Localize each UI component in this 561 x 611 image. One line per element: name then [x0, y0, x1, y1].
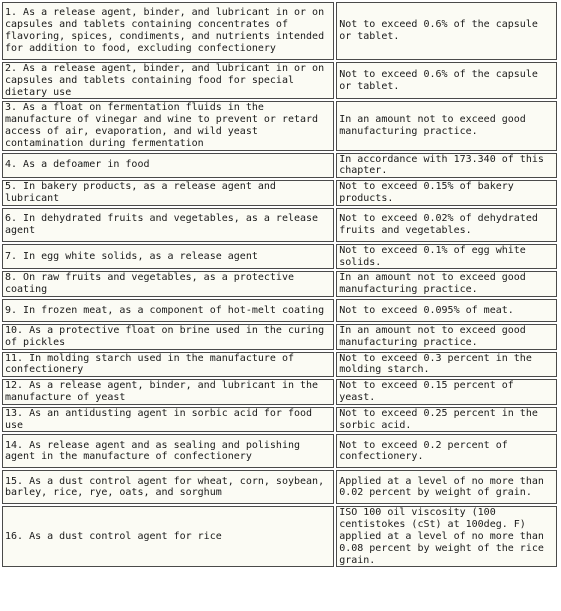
table-row — [2, 407, 557, 433]
use-cell: 16. As a dust control agent for rice — [2, 506, 334, 567]
limit-cell: In an amount not to exceed good manufacturing practice. — [336, 271, 557, 297]
limit-cell: In an amount not to exceed good manufacturing practice. — [336, 101, 557, 150]
limit-cell: In accordance with 173.340 of this chapter. — [336, 153, 557, 179]
limit-cell: Not to exceed 0.2 percent of confectionery. — [336, 434, 557, 468]
use-cell: 5. In bakery products, as a release agent and lubricant — [2, 180, 334, 206]
use-cell: 9. In frozen meat, as a component of hot-melt coating — [2, 299, 334, 322]
limit-cell: In an amount not to exceed good manufacturing practice. — [336, 324, 557, 350]
use-cell: 14. As release agent and as sealing and polishing agent in the manufacture of confectionery — [2, 434, 334, 468]
use-cell: 12. As a release agent, binder, and lubricant in the manufacture of yeast — [2, 379, 334, 405]
use-cell: 10. As a protective float on brine used in the curing of pickles — [2, 324, 334, 350]
table-row — [2, 244, 557, 270]
table-row — [2, 62, 557, 99]
use-cell: 1. As a release agent, binder, and lubricant in or on capsules and tablets containing concentrates of flavoring, spices, condiments, and nutrients intended for addition to food, excluding confectionery — [2, 2, 334, 60]
table-row — [2, 352, 557, 378]
use-cell: 7. In egg white solids, as a release agent — [2, 244, 334, 270]
use-cell: 8. On raw fruits and vegetables, as a protective coating — [2, 271, 334, 297]
limit-cell: Not to exceed 0.6% of the capsule or tablet. — [336, 2, 557, 60]
table-row — [2, 271, 557, 297]
use-cell: 13. As an antidusting agent in sorbic acid for food use — [2, 407, 334, 433]
limit-cell: Not to exceed 0.25 percent in the sorbic acid. — [336, 407, 557, 433]
limit-cell: Not to exceed 0.6% of the capsule or tablet. — [336, 62, 557, 99]
use-cell: 2. As a release agent, binder, and lubricant in or on capsules and tablets containing food for special dietary use — [2, 62, 334, 99]
use-cell: 15. As a dust control agent for wheat, corn, soybean, barley, rice, rye, oats, and sorghum — [2, 470, 334, 504]
use-cell: 3. As a float on fermentation fluids in the manufacture of vinegar and wine to prevent or retard access of air, evaporation, and wild yeast contamination during fermentation — [2, 101, 334, 150]
limit-cell: Not to exceed 0.1% of egg white solids. — [336, 244, 557, 270]
limit-cell: Not to exceed 0.3 percent in the molding starch. — [336, 352, 557, 378]
use-cell: 11. In molding starch used in the manufacture of confectionery — [2, 352, 334, 378]
limit-cell: Not to exceed 0.15 percent of yeast. — [336, 379, 557, 405]
table-row — [2, 299, 557, 322]
table-row — [2, 180, 557, 206]
table-row — [2, 506, 557, 567]
table-row — [2, 208, 557, 242]
limit-cell: ISO 100 oil viscosity (100 centistokes (cSt) at 100deg. F) applied at a level of no more than 0.08 percent by weight of the rice grain. — [336, 506, 557, 567]
limit-cell: Not to exceed 0.15% of bakery products. — [336, 180, 557, 206]
table-row — [2, 153, 557, 179]
use-cell: 6. In dehydrated fruits and vegetables, as a release agent — [2, 208, 334, 242]
table-row — [2, 379, 557, 405]
table-row — [2, 470, 557, 504]
limit-cell: Not to exceed 0.02% of dehydrated fruits and vegetables. — [336, 208, 557, 242]
limit-cell: Not to exceed 0.095% of meat. — [336, 299, 557, 322]
table-row — [2, 324, 557, 350]
use-cell: 4. As a defoamer in food — [2, 153, 334, 179]
limit-cell: Applied at a level of no more than 0.02 percent by weight of grain. — [336, 470, 557, 504]
table-row — [2, 434, 557, 468]
table-row — [2, 2, 557, 60]
uses-table-body — [2, 2, 557, 567]
table-row — [2, 101, 557, 150]
